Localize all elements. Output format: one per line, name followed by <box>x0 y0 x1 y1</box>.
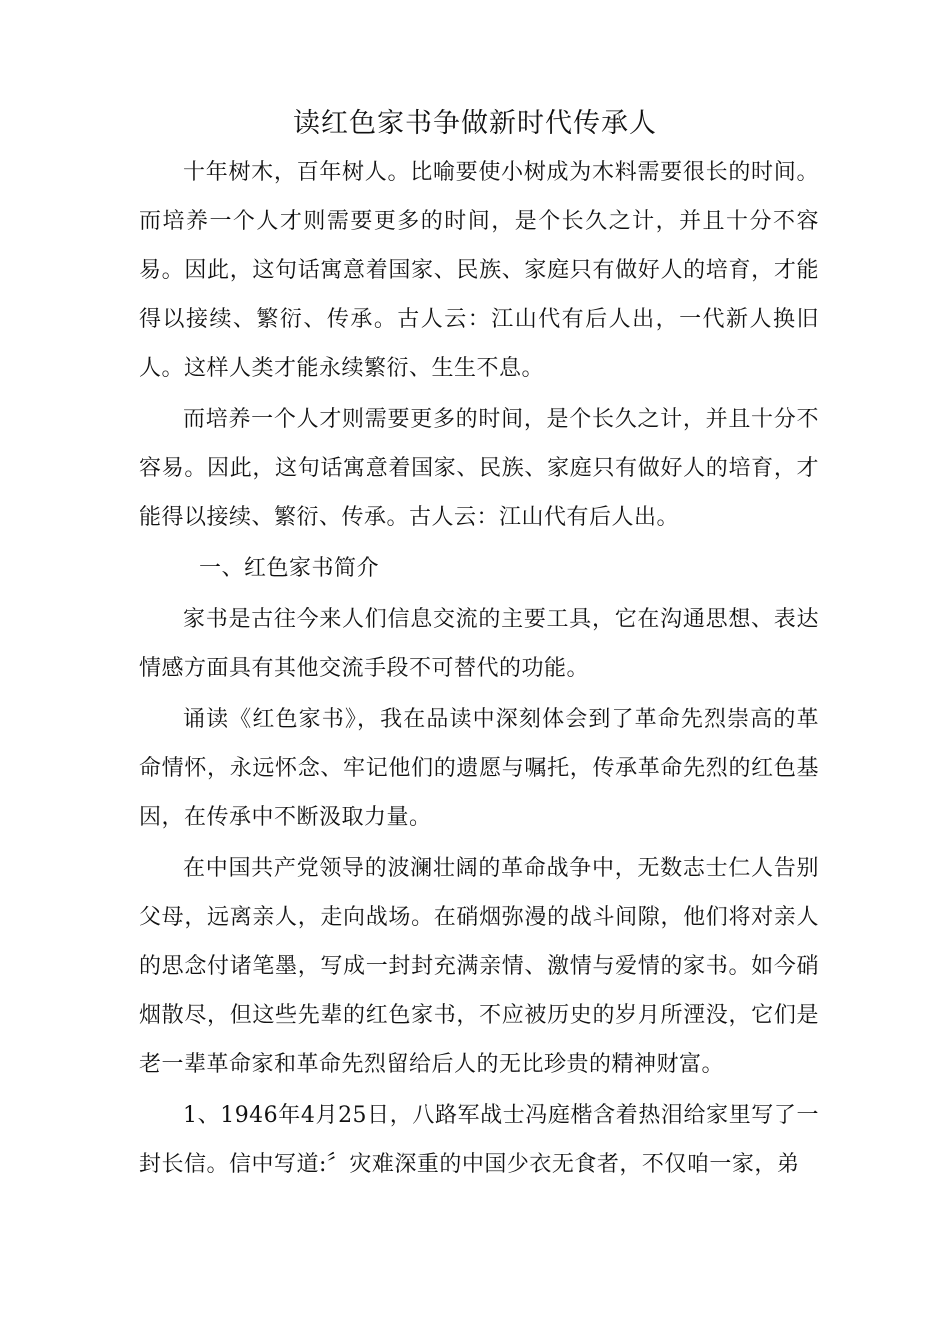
document-title: 读红色家书争做新时代传承人 <box>293 108 657 139</box>
paragraph: 而培养一个人才则需要更多的时间，是个长久之计，并且十分不容易。因此，这句话寓意着国家、民族、家庭只有做好人的培育，才能得以接续、繁衍、传承。古人云：江山代有后人出。 <box>139 407 819 530</box>
paragraph: 家书是古往今来人们信息交流的主要工具，它在沟通思想、表达情感方面具有其他交流手段不可替代的功能。 <box>139 607 819 681</box>
section-heading: 一、红色家书简介 <box>199 556 380 581</box>
document-body <box>139 148 819 1191</box>
paragraph: 诵读《红色家书》，我在品读中深刻体会到了革命先烈崇高的革命情怀，永远怀念、牢记他们的遗愿与嘱托，传承革命先烈的红色基因，在传承中不断汲取力量。 <box>139 707 819 830</box>
paragraph: 在中国共产党领导的波澜壮阔的革命战争中，无数志士仁人告别父母，远离亲人，走向战场。在硝烟弥漫的战斗间隙，他们将对亲人的思念付诸笔墨，写成一封封充满亲情、激情与爱情的家书。如今硝烟散尽，但这些先辈的红色家书，不应被历史的岁月所湮没，它们是老一辈革命家和革命先烈留给后人的无比珍贵的精神财富。 <box>139 856 819 1077</box>
paragraph: 1、1946年4月25日，八路军战士冯庭楷含着热泪给家里写了一封长信。信中写道:〞灾难深重的中国少衣无食者，不仅咱一家，弟 <box>139 1103 819 1177</box>
paragraph: 十年树木，百年树人。比喻要使小树成为木料需要很长的时间。而培养一个人才则需要更多的时间，是个长久之计，并且十分不容易。因此，这句话寓意着国家、民族、家庭只有做好人的培育，才能得以接续、繁衍、传承。古人云：江山代有后人出，一代新人换旧人。这样人类才能永续繁衍、生生不息。 <box>139 160 819 381</box>
